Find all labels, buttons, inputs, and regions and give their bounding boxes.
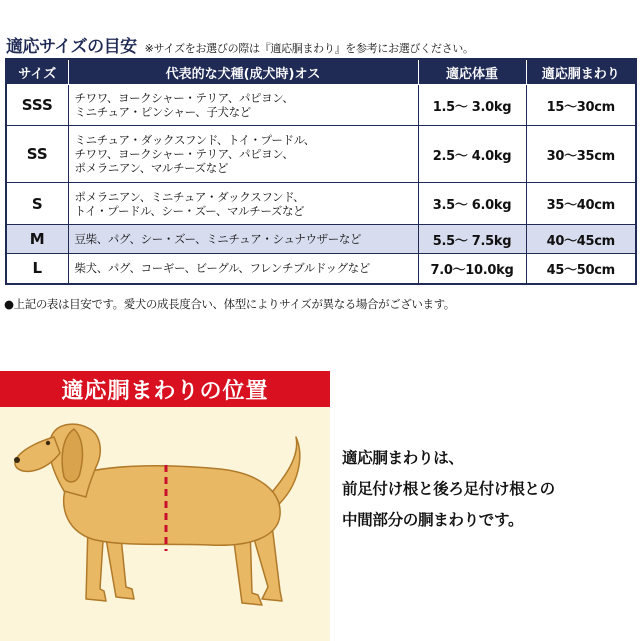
explanation-text (342, 443, 638, 536)
size-table (5, 58, 637, 285)
table-row (6, 254, 636, 284)
column-header-weight: 適応体重 (418, 59, 526, 85)
header (6, 32, 634, 57)
explanation-line: 適応胴まわりは、 (342, 449, 464, 467)
weight-range: 2.5～ 4.0kg (418, 126, 526, 183)
page-title: 適応サイズの目安 (6, 37, 137, 57)
size-label: S (6, 183, 68, 225)
size-label: SS (6, 126, 68, 183)
column-header-size: サイズ (6, 59, 68, 85)
size-label: SSS (6, 85, 68, 126)
explanation-line: 中間部分の胴まわりです。 (342, 511, 524, 529)
footnote: ●上記の表は目安です。愛犬の成長度合い、体型によりサイズが異なる場合がございます。 (4, 297, 455, 311)
size-label: M (6, 225, 68, 254)
girth-range: 40～45cm (526, 225, 636, 254)
illustration-panel (0, 407, 330, 641)
breed-line: ミニチュア・ダックスフンド、トイ・プードル、 (74, 133, 315, 147)
breed-line: チワワ、ヨークシャー・テリア、パピヨン、 (74, 91, 294, 105)
dog-illustration (0, 407, 330, 641)
girth-range: 35～40cm (526, 183, 636, 225)
table-row (6, 126, 636, 183)
weight-range: 3.5～ 6.0kg (418, 183, 526, 225)
breed-list (68, 225, 418, 254)
table-row (6, 183, 636, 225)
selection-note: ※サイズをお選びの際は『適応胴まわり』を参考にお選びください。 (144, 42, 474, 55)
breed-line: 豆柴、パグ、シー・ズー、ミニチュア・シュナウザーなど (74, 232, 362, 246)
weight-range: 5.5～ 7.5kg (418, 225, 526, 254)
table-row (6, 225, 636, 254)
breed-line: 柴犬、パグ、コーギー、ビーグル、フレンチブルドッグなど (74, 261, 370, 276)
breed-list (68, 183, 418, 225)
size-label: L (6, 254, 68, 284)
breed-line: トイ・プードル、シー・ズー、マルチーズなど (74, 203, 305, 218)
breed-list (68, 126, 418, 183)
dog-icon (15, 424, 300, 605)
table-header-row (6, 59, 636, 85)
girth-range: 45～50cm (526, 254, 636, 284)
weight-range: 1.5～ 3.0kg (418, 85, 526, 126)
breed-line: ポメラニアン、ミニチュア・ダックスフンド、 (74, 189, 305, 204)
breed-list (68, 85, 418, 126)
breed-list (68, 254, 418, 284)
breed-line: チワワ、ヨークシャー・テリア、パピヨン、 (74, 147, 294, 161)
table-row (6, 85, 636, 126)
breed-line: ミニチュア・ピンシャー、子犬など (74, 105, 251, 119)
section-banner: 適応胴まわりの位置 (0, 371, 330, 407)
weight-range: 7.0～10.0kg (418, 254, 526, 284)
column-header-girth: 適応胴まわり (526, 59, 636, 85)
dog-nose-icon (14, 457, 20, 463)
girth-range: 30～35cm (526, 126, 636, 183)
explanation-line: 前足付け根と後ろ足付け根との (342, 480, 555, 498)
girth-range: 15～30cm (526, 85, 636, 126)
dog-eye-icon (46, 441, 50, 445)
column-header-breeds: 代表的な犬種(成犬時)オス (68, 59, 418, 85)
breed-line: ポメラニアン、マルチーズなど (74, 161, 228, 175)
